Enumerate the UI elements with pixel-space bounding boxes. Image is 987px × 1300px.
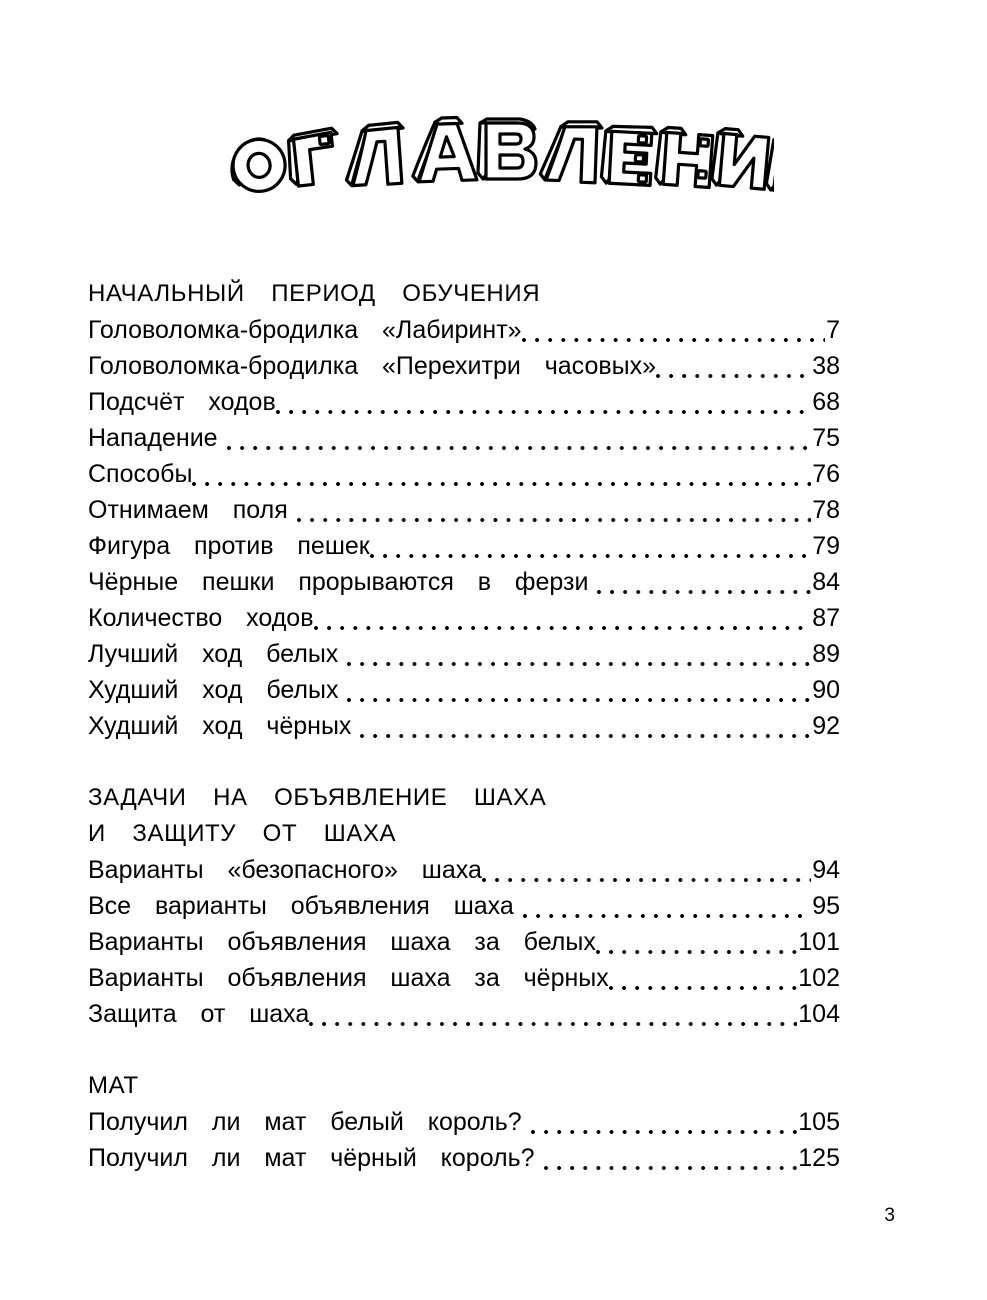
dot-leader [309,1006,797,1032]
ornamental-title-art [214,108,774,218]
toc-entry-label: Все варианты объявления шаха [88,892,514,920]
toc-entry-label: Худший ход белых [88,676,339,704]
toc-entry-page: 89 [812,640,840,668]
toc-entry[interactable] [88,996,840,1032]
toc-entry[interactable] [88,924,840,960]
toc-entry-label: Головоломка-бродилка «Лабиринт» [88,316,522,344]
dot-leader [482,862,811,888]
toc-entry[interactable] [88,888,840,924]
toc-entry[interactable] [88,708,840,744]
dot-leader [656,358,811,384]
toc-entry-label: Получил ли мат белый король? [88,1108,522,1136]
toc-entry-page: 76 [812,460,840,488]
toc-entry[interactable] [88,312,840,348]
toc-entry-label: Подсчёт ходов [88,388,276,416]
dot-leader [314,610,812,636]
toc-entry-page: 75 [812,424,840,452]
toc-entry[interactable] [88,1104,840,1140]
page-title [0,108,987,223]
toc-entry[interactable] [88,960,840,996]
toc-entry-page: 90 [812,676,840,704]
toc-entry-label: Отнимаем поля [88,496,288,524]
toc-entry-label: Чёрные пешки прорываются в ферзи [88,568,589,596]
dot-leader [360,718,811,744]
toc-entry[interactable] [88,420,840,456]
toc-entry-page: 84 [812,568,840,596]
toc-entry-label: Варианты объявления шаха за чёрных [88,964,609,992]
toc-entry-page: 125 [798,1144,840,1172]
toc-entry-page: 38 [812,352,840,380]
dot-leader [522,322,826,348]
toc-entry-label: Количество ходов [88,604,314,632]
toc-section [88,276,840,744]
toc-entry-label: Фигура против пешек [88,532,370,560]
toc-entry[interactable] [88,672,840,708]
dot-leader [370,538,811,564]
toc-entry-label: Нападение [88,424,218,452]
toc-entry[interactable] [88,852,840,888]
dot-leader [523,898,811,924]
dot-leader [297,502,811,528]
toc-entry-label: Варианты «безопасного» шаха [88,856,482,884]
toc-entry[interactable] [88,492,840,528]
section-heading: МАТ [88,1072,139,1099]
toc-entry[interactable] [88,636,840,672]
section-heading-line2: И ЗАЩИТУ ОТ ШАХА [88,820,397,847]
section-heading: ЗАДАЧИ НА ОБЪЯВЛЕНИЕ ШАХА [88,784,547,811]
toc-entry-page: 105 [798,1108,840,1136]
toc-entry-page: 101 [798,928,840,956]
toc-entry[interactable] [88,348,840,384]
toc-entry-label: Худший ход чёрных [88,712,352,740]
dot-leader [347,646,811,672]
toc-entry-label: Лучший ход белых [88,640,339,668]
dot-leader [227,430,812,456]
toc-entry-label: Варианты объявления шаха за белых [88,928,596,956]
toc-entry[interactable] [88,528,840,564]
dot-leader [544,1150,798,1176]
toc-entry[interactable] [88,600,840,636]
toc-entry[interactable] [88,1140,840,1176]
toc-entry-label: Способы [88,460,193,488]
page-number: 3 [884,1205,895,1226]
toc-entry-page: 104 [798,1000,840,1028]
toc-entry-label: Защита от шаха [88,1000,310,1028]
dot-leader [596,934,797,960]
dot-leader [609,970,798,996]
toc-entry[interactable] [88,384,840,420]
toc-entry-page: 92 [812,712,840,740]
section-heading: НАЧАЛЬНЫЙ ПЕРИОД ОБУЧЕНИЯ [88,280,541,307]
toc-section [88,780,840,1032]
toc-entry-page: 79 [812,532,840,560]
toc-entry-page: 87 [812,604,840,632]
toc-entry[interactable] [88,456,840,492]
toc-entry-page: 94 [812,856,840,884]
dot-leader [347,682,811,708]
toc-entry-label: Получил ли мат чёрный король? [88,1144,535,1172]
toc-entry-label: Головоломка-бродилка «Перехитри часовых» [88,352,656,380]
toc-entry-page: 7 [826,316,840,344]
toc-entry-page: 78 [812,496,840,524]
dot-leader [192,466,811,492]
toc-entry-page: 95 [812,892,840,920]
toc-section [88,1068,840,1176]
table-of-contents [88,276,840,1176]
toc-entry[interactable] [88,564,840,600]
dot-leader [531,1114,798,1140]
dot-leader [597,574,811,600]
toc-entry-page: 68 [812,388,840,416]
toc-entry-page: 102 [798,964,840,992]
dot-leader [276,394,811,420]
